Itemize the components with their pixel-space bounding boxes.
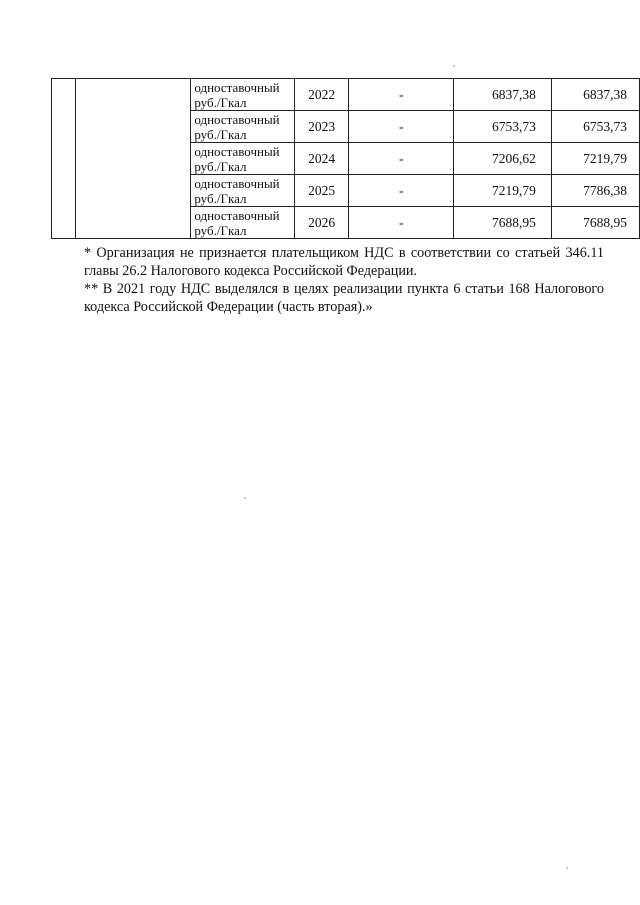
dash-cell: - — [349, 79, 454, 111]
scan-speck — [244, 497, 246, 499]
tariff-unit-line: руб./Гкал — [194, 158, 247, 174]
dash-cell: - — [349, 207, 454, 239]
dash-cell: - — [349, 175, 454, 207]
value-1-cell: 6753,73 — [454, 111, 552, 143]
year-cell: 2024 — [294, 143, 348, 175]
year-cell: 2025 — [294, 175, 348, 207]
scan-speck — [453, 65, 455, 67]
tariff-type-cell — [191, 175, 295, 207]
value-2-cell: 6837,38 — [551, 79, 639, 111]
tariff-table-body — [52, 79, 640, 239]
value-1-cell: 6837,38 — [454, 79, 552, 111]
value-2-cell: 6753,73 — [551, 111, 639, 143]
footnote-vat-2021: ** В 2021 году НДС выделялся в целях реализации пункта 6 статьи 168 Налогового кодекса Российской Федерации (часть вторая).» — [84, 281, 604, 315]
value-2-cell: 7786,38 — [551, 175, 639, 207]
tariff-type-line-1: одноставочный — [194, 207, 280, 223]
tariff-type-cell — [191, 143, 295, 175]
tariff-type-cell — [191, 79, 295, 111]
value-1-cell: 7688,95 — [454, 207, 552, 239]
dash-cell: - — [349, 111, 454, 143]
table-row — [52, 79, 640, 111]
tariff-unit-line: руб./Гкал — [194, 222, 247, 238]
tariff-unit-line: руб./Гкал — [194, 126, 247, 142]
year-cell: 2022 — [294, 79, 348, 111]
tariff-type-cell — [191, 111, 295, 143]
year-cell: 2026 — [294, 207, 348, 239]
tariff-type-cell — [191, 207, 295, 239]
value-2-cell: 7219,79 — [551, 143, 639, 175]
tariff-table — [51, 78, 640, 239]
value-1-cell: 7206,62 — [454, 143, 552, 175]
year-cell: 2023 — [294, 111, 348, 143]
tariff-type-line-1: одноставочный — [194, 111, 280, 127]
tariff-type-line-1: одноставочный — [194, 79, 280, 95]
value-1-cell: 7219,79 — [454, 175, 552, 207]
footnote-vat-exempt: * Организация не признается плательщиком НДС в соответствии со статьей 346.11 главы 26.2 Налогового кодекса Российской Федерации. — [84, 245, 604, 279]
tariff-unit-line: руб./Гкал — [194, 94, 247, 110]
tariff-unit-line: руб./Гкал — [194, 190, 247, 206]
row-number-cell — [52, 79, 76, 239]
tariff-type-line-1: одноставочный — [194, 175, 280, 191]
value-2-cell: 7688,95 — [551, 207, 639, 239]
organization-cell — [76, 79, 191, 239]
scan-speck — [566, 867, 568, 869]
dash-cell: - — [349, 143, 454, 175]
footnotes — [84, 244, 604, 316]
tariff-type-line-1: одноставочный — [194, 143, 280, 159]
